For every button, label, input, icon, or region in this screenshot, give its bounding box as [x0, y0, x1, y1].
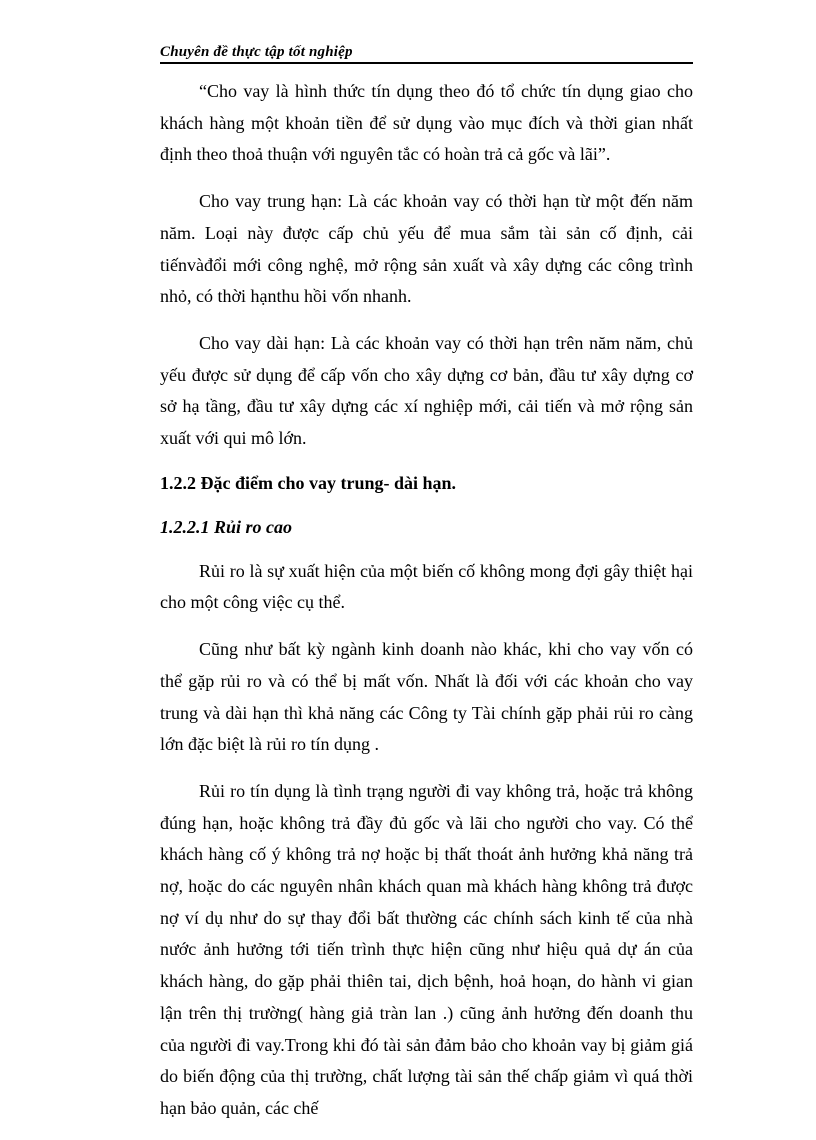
paragraph-long-term-loan: Cho vay dài hạn: Là các khoản vay có thời hạn trên năm năm, chủ yếu được sử dụng để cấp vốn cho xây dựng cơ bản, đầu tư xây dựng cơ sở hạ tầng, đầu tư xây dựng các xí nghiệp mới, cải tiến và mở rộng sản xuất với qui mô lớn.: [160, 332, 693, 449]
paragraph-risk-lending: Cũng như bất kỳ ngành kinh doanh nào khác, khi cho vay vốn có thể gặp rủi ro và có thể bị mất vốn. Nhất là đối với các khoản cho vay trung và dài hạn thì khả năng các Công ty Tài chính gặp phải rủi ro càng lớn đặc biệt là rủi ro tín dụng .: [160, 639, 693, 755]
section-heading: 1.2.2 Đặc điểm cho vay trung- dài hạn.: [160, 472, 457, 493]
page-header: [160, 44, 693, 64]
paragraph-medium-term-loan: Cho vay trung hạn: Là các khoản vay có thời hạn từ một đến năm năm. Loại này được cấp chủ yếu để mua sắm tài sản cố định, cải tiếnvàđổi mới công nghệ, mở rộng sản xuất và xây dựng các công trình nhỏ, có thời hạnthu hồi vốn nhanh.: [160, 191, 693, 307]
document-body: [160, 76, 693, 1140]
paragraph-risk-definition: Rủi ro là sự xuất hiện của một biến cố không mong đợi gây thiệt hại cho một công việc cụ thể.: [160, 560, 693, 613]
paragraph-loan-definition: “Cho vay là hình thức tín dụng theo đó tổ chức tín dụng giao cho khách hàng một khoản tiền để sử dụng vào mục đích và thời gian nhất định theo thoả thuận với nguyên tắc có hoàn trả cả gốc và lãi”.: [160, 81, 693, 165]
header-title: Chuyên đề thực tập tốt nghiệp: [160, 44, 353, 60]
paragraph-credit-risk: Rủi ro tín dụng là tình trạng người đi vay không trả, hoặc trả không đúng hạn, hoặc không trả đầy đủ gốc và lãi cho người cho vay. Có thể khách hàng cố ý không trả nợ hoặc bị thất thoát ảnh hưởng khả năng trả nợ, hoặc do các nguyên nhân khách quan mà khách hàng không trả được nợ ví dụ như do sự thay đổi bất thường các chính sách kinh tế của nhà nước ảnh hưởng tới tiến trình thực hiện cũng như hiệu quả dự án của khách hàng, do gặp phải thiên tai, dịch bệnh, hoả hoạn, do hành vi gian lận trên thị trường( hàng giả tràn lan .) cũng ảnh hưởng đến doanh thu của người đi vay.Trong khi đó tài sản đảm bảo cho khoản vay bị giảm giá do biến động của thị trường, chất lượng tài sản thế chấp giảm vì quá thời hạn bảo quản, các chế: [160, 780, 693, 1118]
subsection-heading: 1.2.2.1 Rủi ro cao: [160, 516, 293, 537]
